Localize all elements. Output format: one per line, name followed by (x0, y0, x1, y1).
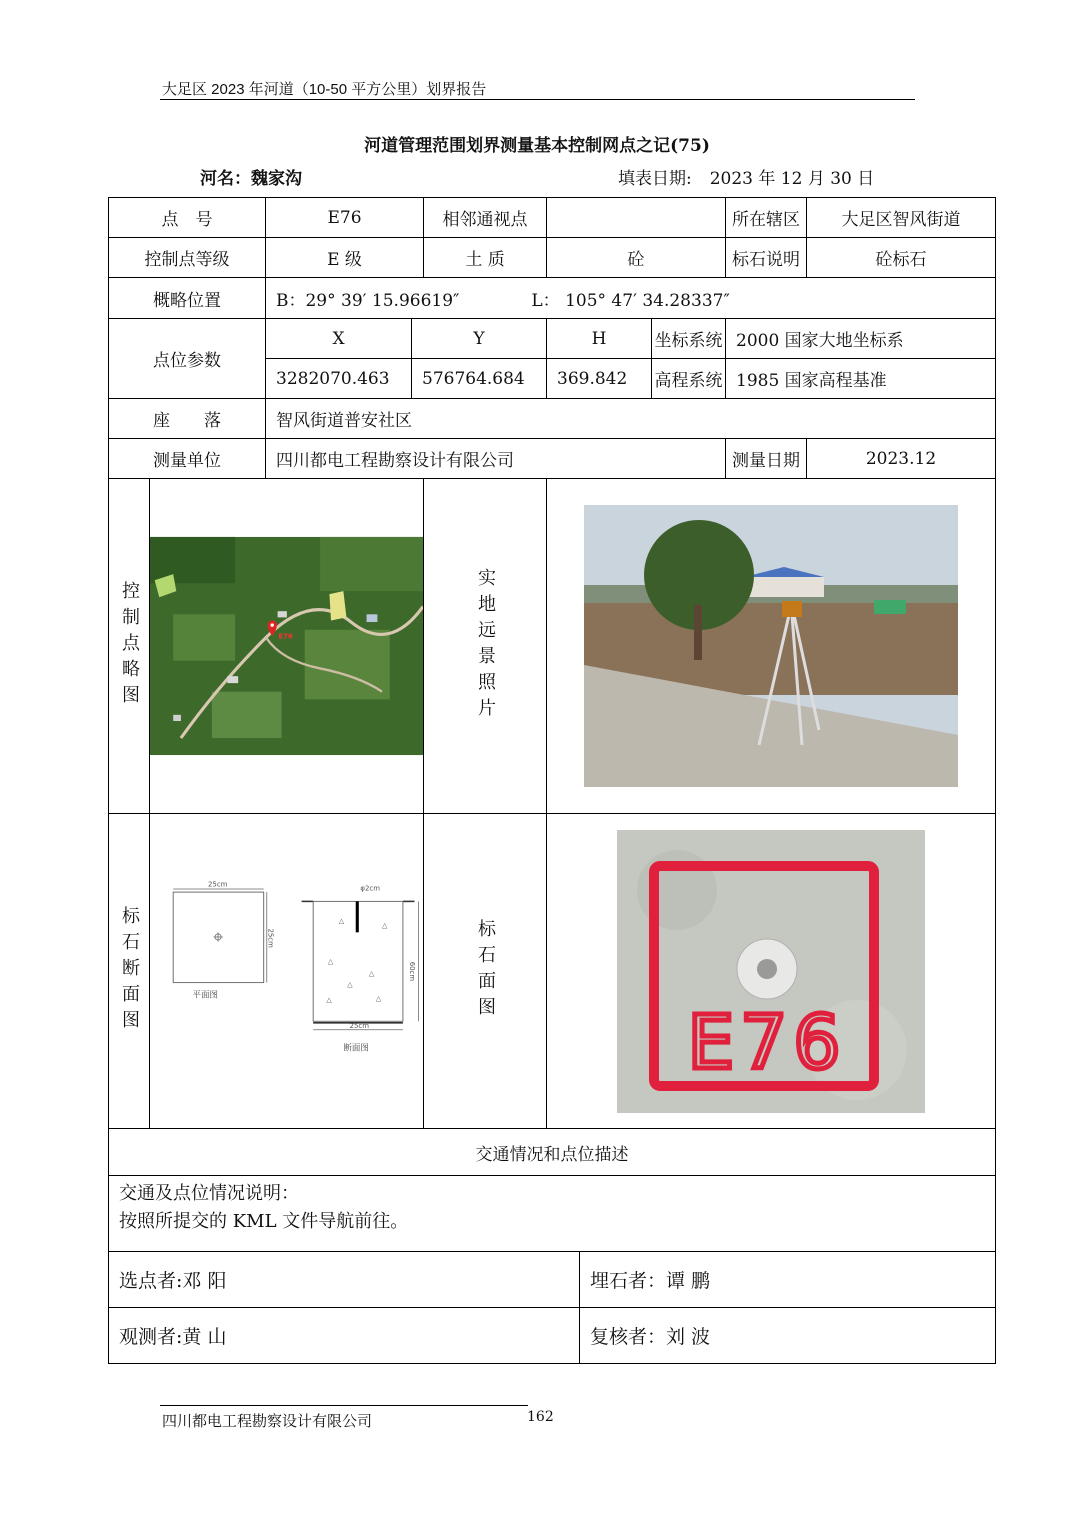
svg-text:△: △ (347, 980, 353, 989)
river-label: 河名： (200, 169, 251, 189)
page-title: 河道管理范围划界测量基本控制网点之记(75) (364, 136, 710, 156)
face-photo-cell (547, 814, 996, 1129)
label-survey-date: 测量日期 (726, 439, 807, 479)
value-point-number: E76 (266, 198, 424, 238)
stone-face-photo (617, 830, 925, 1113)
svg-text:△: △ (327, 957, 334, 966)
longitude: L： 105° 47′ 34.28337″ (531, 290, 730, 311)
face-label-cell (424, 814, 547, 1129)
fill-date-label: 填表日期: (618, 169, 692, 189)
row-point-number (109, 198, 996, 238)
satellite-map-image (150, 505, 423, 787)
selector-cell: 选点者:邓 阳 (109, 1252, 580, 1308)
label-point-params: 点位参数 (109, 319, 266, 399)
report-header: 大足区 2023 年河道（10-50 平方公里）划界报告 (162, 81, 487, 98)
row-approx-position (109, 278, 996, 319)
svg-text:△: △ (382, 921, 388, 930)
label-point-number: 点 号 (109, 198, 266, 238)
row-params-header (109, 319, 996, 359)
stone-section-drawing (150, 851, 423, 1091)
value-grade: E 级 (266, 238, 424, 278)
row-desc-body (109, 1176, 996, 1252)
value-y: 576764.684 (412, 359, 547, 399)
footer-company: 四川都电工程勘察设计有限公司 (162, 1413, 373, 1430)
desc-body (109, 1176, 996, 1252)
row-location (109, 399, 996, 439)
desc-line-2: 按照所提交的 KML 文件导航前往。 (119, 1211, 409, 1232)
checker-cell: 复核者：刘 波 (580, 1308, 996, 1364)
site-photo-image (584, 505, 958, 787)
value-adjacent-point (547, 198, 726, 238)
value-survey-date: 2023.12 (807, 439, 996, 479)
label-grade: 控制点等级 (109, 238, 266, 278)
row-grade (109, 238, 996, 278)
row-desc-header (109, 1129, 996, 1176)
desc-header: 交通情况和点位描述 (109, 1129, 996, 1176)
photo-label-cell (424, 479, 547, 814)
river-name: 魏家沟 (251, 169, 302, 189)
sketch-label-cell (109, 479, 150, 814)
svg-text:△: △ (375, 994, 382, 1003)
photo-label: 实地远景照片 (475, 568, 497, 724)
section-label: 标石断面图 (119, 906, 140, 1036)
section-top-label: φ2cm (360, 884, 380, 893)
label-adjacent-point: 相邻通视点 (424, 198, 547, 238)
plan-width-label: 25cm (208, 880, 228, 889)
fill-date-line (618, 164, 874, 189)
value-stone-desc: 砼标石 (807, 238, 996, 278)
label-coord-system: 坐标系统 (652, 319, 726, 359)
label-approx-position: 概略位置 (109, 278, 266, 319)
label-soil: 土 质 (424, 238, 547, 278)
desc-line-1: 交通及点位情况说明： (119, 1183, 299, 1204)
header-x: X (266, 319, 412, 359)
label-survey-unit: 测量单位 (109, 439, 266, 479)
value-coord-system: 2000 国家大地坐标系 (726, 319, 996, 359)
row-people-2 (109, 1308, 996, 1364)
header-y: Y (412, 319, 547, 359)
stone-face-text: E76 (687, 999, 847, 1086)
value-location: 智风街道普安社区 (266, 399, 996, 439)
section-depth-label: 60cm (407, 961, 416, 982)
photo-cell (547, 479, 996, 814)
face-label: 标石面图 (475, 919, 497, 1023)
value-height-system: 1985 国家高程基准 (726, 359, 996, 399)
page-number: 162 (527, 1409, 554, 1425)
section-caption: 断面图 (343, 1043, 369, 1054)
row-survey-unit (109, 439, 996, 479)
svg-text:△: △ (326, 995, 332, 1004)
fill-date-value: 2023 年 12 月 30 日 (709, 169, 875, 189)
label-stone-desc: 标石说明 (726, 238, 807, 278)
label-district: 所在辖区 (726, 198, 807, 238)
section-label-cell (109, 814, 150, 1129)
value-approx-position (266, 278, 996, 319)
label-height-system: 高程系统 (652, 359, 726, 399)
value-soil: 砼 (547, 238, 726, 278)
header-rule (160, 99, 915, 100)
label-location: 座 落 (109, 399, 266, 439)
plan-caption: 平面图 (192, 990, 219, 1001)
row-people-1 (109, 1252, 996, 1308)
river-name-line (200, 164, 302, 189)
map-cell (150, 479, 424, 814)
section-drawing-cell (150, 814, 424, 1129)
control-point-table (108, 197, 996, 1364)
svg-text:△: △ (338, 917, 345, 926)
plan-height-label: 25cm (266, 928, 275, 948)
section-width-label: 25cm (349, 1022, 369, 1031)
svg-text:△: △ (368, 969, 375, 978)
value-district: 大足区智风街道 (807, 198, 996, 238)
row-images-2 (109, 814, 996, 1129)
row-images-1 (109, 479, 996, 814)
value-h: 369.842 (547, 359, 652, 399)
value-survey-unit: 四川都电工程勘察设计有限公司 (266, 439, 726, 479)
value-x: 3282070.463 (266, 359, 412, 399)
footer-rule (160, 1405, 528, 1406)
observer-cell: 观测者:黄 山 (109, 1308, 580, 1364)
header-h: H (547, 319, 652, 359)
map-marker-label: E76 (278, 632, 293, 641)
sketch-label: 控制点略图 (119, 581, 140, 711)
latitude: B：29° 39′ 15.96619″ (276, 290, 460, 311)
burier-cell: 埋石者：谭 鹏 (580, 1252, 996, 1308)
